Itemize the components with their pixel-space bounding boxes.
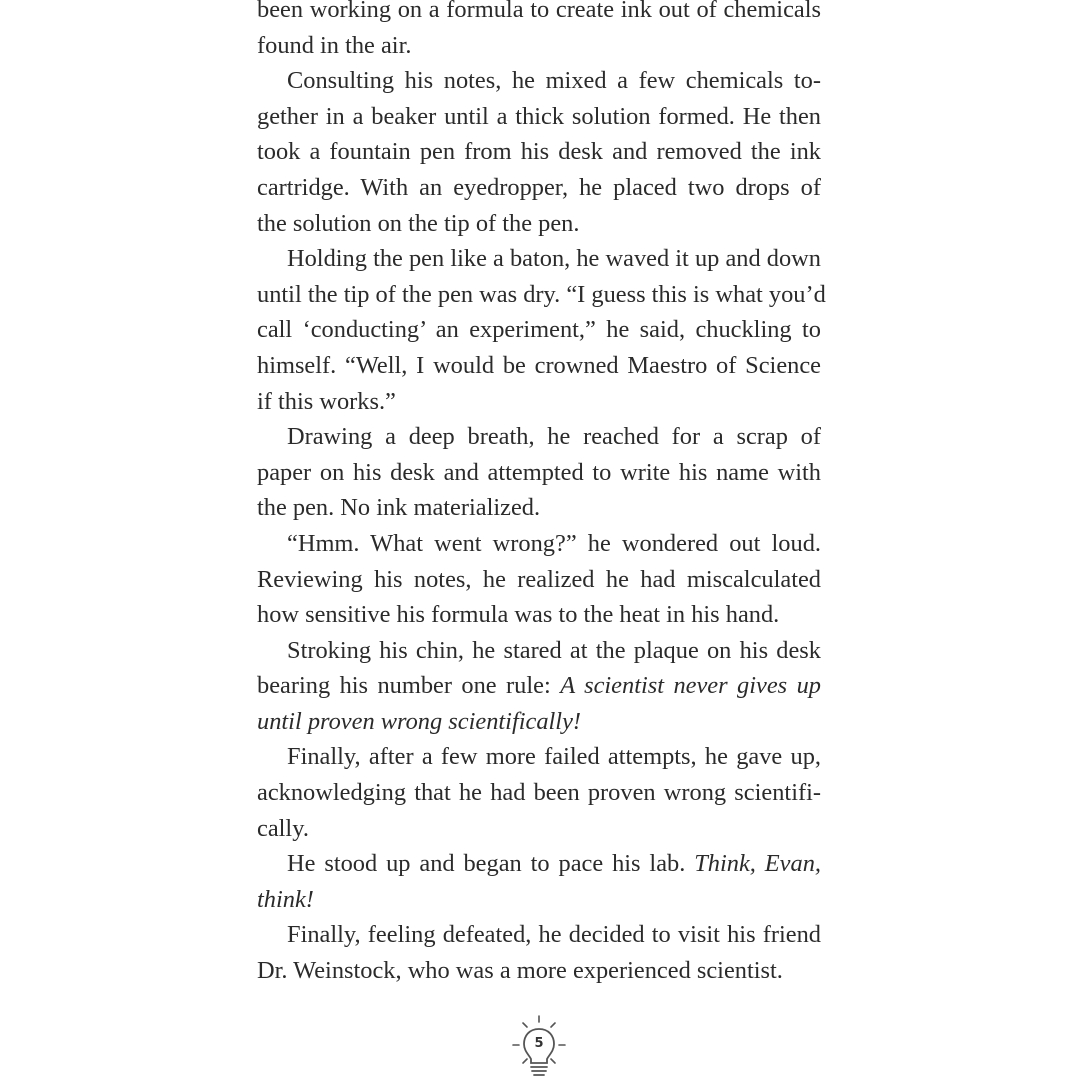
italic-rule-text: A scientist never gives up [560, 672, 821, 700]
text-line: Finally, feeling defeated, he decided to visit his friend [287, 921, 821, 949]
text-fragment: bearing his number one rule: [257, 672, 561, 700]
text-line: Dr. Weinstock, who was a more experienced scientist. [257, 957, 783, 985]
text-line [257, 668, 821, 704]
text-line: how sensitive his formula was to the heat in his hand. [257, 601, 780, 629]
text-line: found in the air. [257, 31, 412, 59]
italic-thought-text: Think, Evan, [694, 850, 822, 878]
page-number: 5 [534, 1036, 544, 1051]
text-line: Reviewing his notes, he realized he had miscalculated [257, 565, 821, 593]
text-line [257, 846, 821, 882]
text-line: been working on a formula to create ink out of chemicals [257, 0, 821, 23]
text-line: Stroking his chin, he stared at the plaque on his desk [287, 636, 821, 664]
text-line: cartridge. With an eyedropper, he placed two drops of [257, 173, 821, 201]
text-line: Holding the pen like a baton, he waved it up and down [287, 245, 821, 273]
text-line: acknowledging that he had been proven wrong scientifi- [257, 779, 821, 807]
italic-rule-text: until proven wrong scientifically! [257, 707, 582, 735]
page-number-marker [510, 1014, 568, 1080]
text-line: Drawing a deep breath, he reached for a scrap of [287, 423, 821, 451]
text-fragment: He stood up and began to pace his lab. [287, 850, 695, 878]
italic-thought-text: think! [257, 885, 314, 913]
text-line: himself. “Well, I would be crowned Maestro of Science [257, 351, 821, 379]
text-line: until the tip of the pen was dry. “I guess this is what you’d [257, 280, 826, 308]
text-line: if this works.” [257, 387, 396, 415]
text-line: “Hmm. What went wrong?” he wondered out loud. [287, 529, 821, 557]
text-line: took a fountain pen from his desk and removed the ink [257, 138, 821, 166]
text-line: the pen. No ink materialized. [257, 494, 541, 522]
text-line: paper on his desk and attempted to write his name with [257, 458, 821, 486]
text-line: gether in a beaker until a thick solution formed. He then [257, 102, 821, 130]
text-line: Consulting his notes, he mixed a few chemicals to- [287, 67, 821, 95]
body-text [257, 0, 826, 989]
text-line: Finally, after a few more failed attempts, he gave up, [287, 743, 821, 771]
text-line: call ‘conducting’ an experiment,” he said, chuckling to [257, 316, 821, 344]
text-line: the solution on the tip of the pen. [257, 209, 580, 237]
text-line: cally. [257, 814, 309, 842]
